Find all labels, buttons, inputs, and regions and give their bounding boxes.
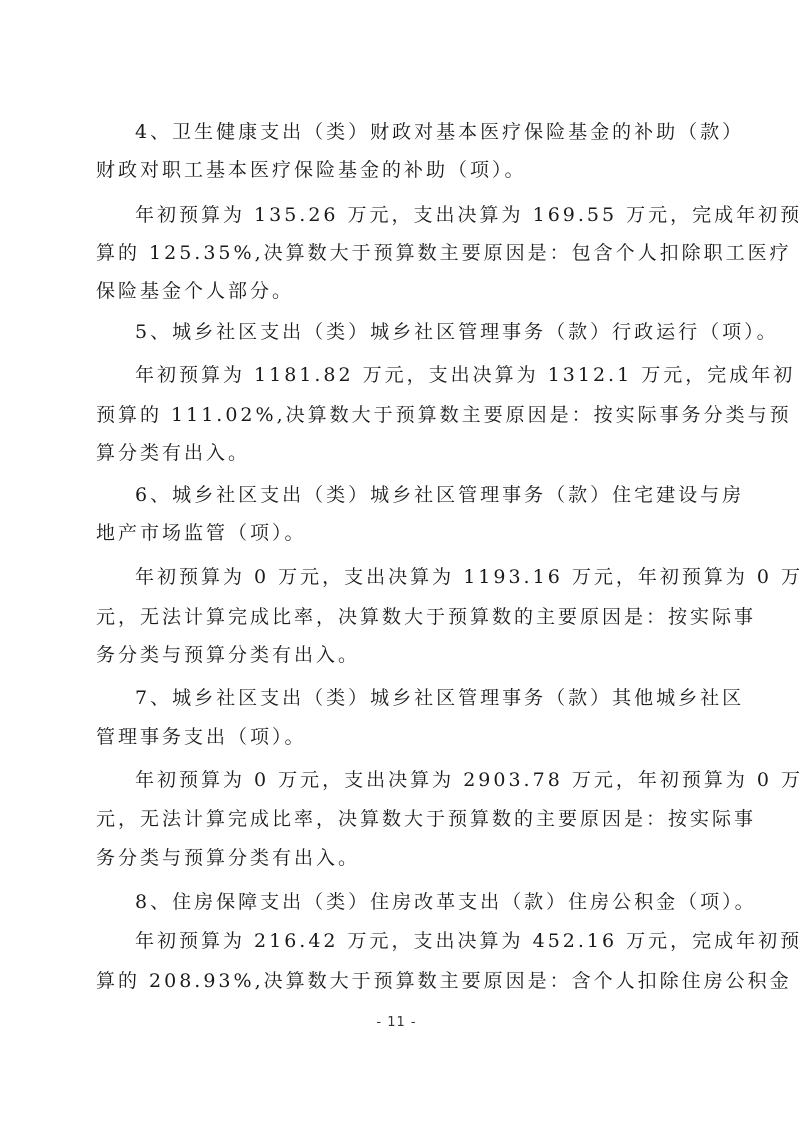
section-7-body-line-3: 务分类与预算分类有出入。 bbox=[96, 847, 361, 869]
section-6-body-line-1: 年初预算为 0 万元，支出决算为 1193.16 万元，年初预算为 0 万 bbox=[135, 566, 803, 588]
section-7-heading-line-2: 管理事务支出（项）。 bbox=[96, 726, 307, 748]
section-8-body-line-2: 算的 208.93%,决算数大于预算数主要原因是：含个人扣除住房公积金 bbox=[96, 970, 792, 992]
section-7-body-line-1: 年初预算为 0 万元，支出决算为 2903.78 万元，年初预算为 0 万 bbox=[135, 769, 803, 791]
section-6-heading-line-1: 6、城乡社区支出（类）城乡社区管理事务（款）住宅建设与房 bbox=[135, 484, 745, 506]
section-7-heading-line-1: 7、城乡社区支出（类）城乡社区管理事务（款）其他城乡社区 bbox=[135, 687, 745, 709]
section-4-heading-line-1: 4、卫生健康支出（类）财政对基本医疗保险基金的补助（款） bbox=[135, 121, 745, 143]
section-4-heading-line-2: 财政对职工基本医疗保险基金的补助（项）。 bbox=[96, 159, 527, 181]
section-8-body-line-1: 年初预算为 216.42 万元，支出决算为 452.16 万元，完成年初预 bbox=[135, 930, 803, 952]
section-5-body-line-2: 预算的 111.02%,决算数大于预算数主要原因是：按实际事务分类与预 bbox=[96, 404, 792, 426]
page-number: - 11 - bbox=[376, 1015, 417, 1030]
section-6-body-line-3: 务分类与预算分类有出入。 bbox=[96, 644, 361, 666]
section-8-heading: 8、住房保障支出（类）住房改革支出（款）住房公积金（项）。 bbox=[135, 891, 757, 913]
section-4-body-line-1: 年初预算为 135.26 万元，支出决算为 169.55 万元，完成年初预 bbox=[135, 204, 803, 226]
section-5-heading: 5、城乡社区支出（类）城乡社区管理事务（款）行政运行（项）。 bbox=[135, 321, 779, 343]
section-5-body-line-3: 算分类有出入。 bbox=[96, 442, 251, 464]
section-7-body-line-2: 元，无法计算完成比率，决算数大于预算数的主要原因是：按实际事 bbox=[96, 808, 757, 830]
section-5-body-line-1: 年初预算为 1181.82 万元，支出决算为 1312.1 万元，完成年初 bbox=[135, 364, 796, 386]
section-4-body-line-2: 算的 125.35%,决算数大于预算数主要原因是：包含个人扣除职工医疗 bbox=[96, 242, 792, 264]
section-6-heading-line-2: 地产市场监管（项）。 bbox=[96, 522, 307, 544]
section-6-body-line-2: 元，无法计算完成比率，决算数大于预算数的主要原因是：按实际事 bbox=[96, 606, 757, 628]
section-4-body-line-3: 保险基金个人部分。 bbox=[96, 280, 295, 302]
